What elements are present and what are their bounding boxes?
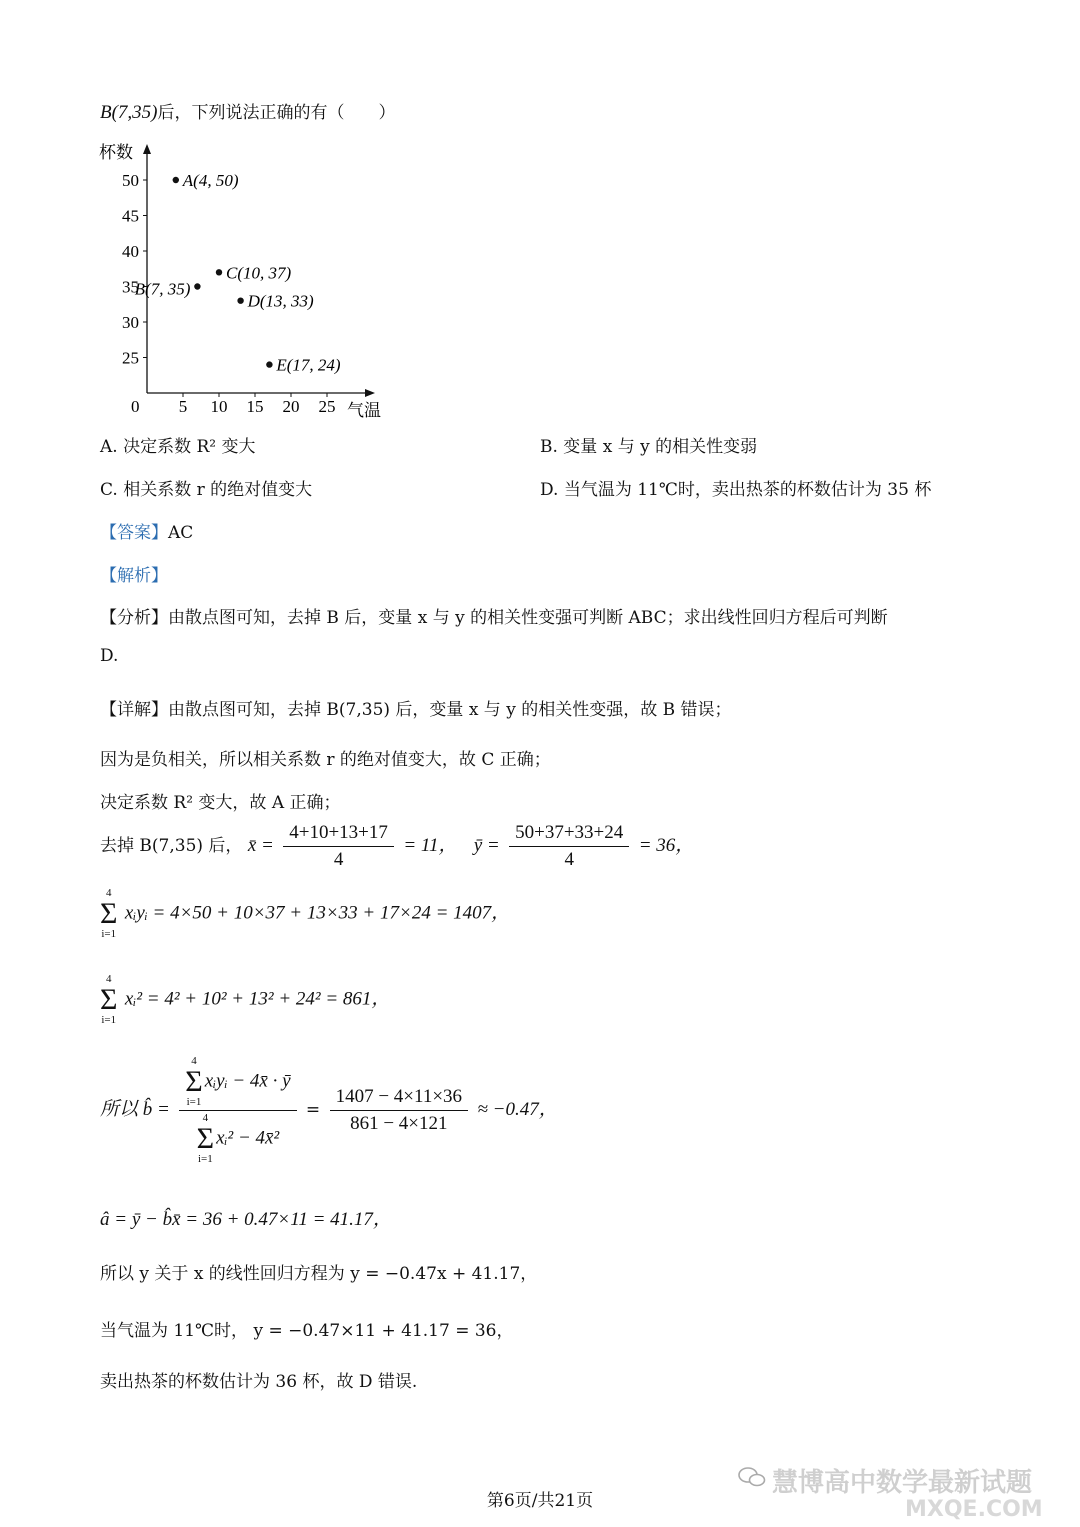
ybar-lhs: ȳ = bbox=[473, 835, 500, 856]
scatter-point bbox=[173, 177, 179, 183]
sum-symbol: 4 Σ i=1 bbox=[196, 1112, 215, 1165]
ybar-result: = 36， bbox=[638, 835, 695, 856]
conclusion-line: 卖出热茶的杯数估计为 36 杯，故 D 错误. bbox=[100, 1372, 418, 1392]
b-value-numerator: 1407 − 4×11×36 bbox=[330, 1086, 468, 1111]
xbar-fraction bbox=[283, 822, 394, 871]
question-intro bbox=[100, 98, 396, 124]
x-tick-label: 15 bbox=[246, 397, 264, 416]
fenxi-line-1 bbox=[100, 603, 888, 628]
point-label: E(17, 24) bbox=[276, 355, 341, 375]
b-hat-value-fraction bbox=[330, 1086, 468, 1135]
xbar-lhs: x̄ = bbox=[247, 835, 274, 856]
a-hat-line: â = ȳ − b̂x̄ = 36 + 0.47×11 = 41.17， bbox=[100, 1209, 392, 1230]
y-axis-label: 杯数 bbox=[99, 143, 133, 163]
sum-xx-expr: xᵢ² = 4² + 10² + 13² + 24² = 861， bbox=[124, 988, 391, 1010]
detail-line-3: 决定系数 R² 变大，故 A 正确； bbox=[100, 793, 341, 813]
option-a[interactable]: A. 决定系数 R² 变大 bbox=[100, 437, 256, 457]
x-tick-label: 25 bbox=[318, 397, 336, 416]
answer-line bbox=[100, 518, 193, 543]
regression-line: 所以 y 关于 x 的线性回归方程为 y = −0.47x + 41.17， bbox=[100, 1264, 538, 1284]
xbar-numerator: 4+10+13+17 bbox=[283, 822, 394, 847]
ybar-numerator: 50+37+33+24 bbox=[509, 822, 629, 847]
point-b-label: B(7,35) bbox=[100, 102, 158, 123]
ybar-denominator: 4 bbox=[564, 849, 574, 870]
detail-tag: 【详解】 bbox=[100, 700, 168, 720]
scatter-point bbox=[237, 298, 243, 304]
xbar-result: = 11， bbox=[403, 835, 458, 856]
scatter-point bbox=[216, 269, 222, 275]
y-tick-label: 30 bbox=[122, 313, 139, 332]
sum-symbol: 4 Σ i=1 bbox=[100, 887, 118, 940]
b-hat-denominator: 4 Σ i=1 xᵢ² − 4x̄² bbox=[196, 1112, 280, 1165]
sum-xy-expr: xᵢyᵢ = 4×50 + 10×37 + 13×33 + 17×24 = 1407， bbox=[124, 902, 511, 924]
x-axis-label: 气温 bbox=[347, 401, 381, 421]
means-line bbox=[100, 822, 694, 871]
b-value-denominator: 861 − 4×121 bbox=[350, 1113, 448, 1134]
ybar-fraction bbox=[509, 822, 629, 871]
analysis-tag: 【解析】 bbox=[100, 566, 168, 586]
answer-value: AC bbox=[168, 523, 194, 543]
wechat-icon bbox=[738, 1466, 766, 1488]
watermark-site: MXQE.COM bbox=[905, 1497, 1043, 1522]
y-tick-label: 25 bbox=[122, 348, 139, 368]
fenxi-text: 由散点图可知，去掉 B 后，变量 x 与 y 的相关性变强可判断 ABC；求出线性回归方程后可判断 bbox=[168, 608, 888, 628]
x-axis-arrow bbox=[365, 389, 375, 397]
fenxi-tag: 【分析】 bbox=[100, 608, 168, 628]
chart-points bbox=[135, 171, 341, 375]
scatter-chart bbox=[95, 140, 395, 425]
sum-symbol: 4 Σ i=1 bbox=[185, 1055, 203, 1108]
point-label: C(10, 37) bbox=[226, 263, 292, 283]
xbar-denominator: 4 bbox=[333, 849, 344, 870]
sum-xx-line bbox=[100, 974, 390, 1026]
point-label: B(7, 35) bbox=[134, 279, 191, 299]
b-hat-line: 所以 b̂ = 4 Σ i=1 xᵢyᵢ − 4x̄ · ȳ 4 Σ i=1 xᵢ² − 4x̄² = $\frac{1407 - 4\times 11\times 36}{861 - 4\times 121}$ ≈ −0.47， bbox=[100, 1055, 558, 1165]
b-hat-result: ≈ −0.47， bbox=[477, 1099, 558, 1120]
intro-text: 后，下列说法正确的有（ ） bbox=[157, 103, 396, 123]
x-tick-label: 20 bbox=[282, 397, 300, 416]
y-tick-label: 45 bbox=[122, 206, 139, 226]
watermark-text: 慧博高中数学最新试题 bbox=[772, 1468, 1033, 1498]
answer-tag: 【答案】 bbox=[100, 523, 168, 543]
b-hat-prefix: 所以 b̂ = bbox=[100, 1099, 170, 1120]
x-tick-label: 10 bbox=[210, 397, 228, 416]
y-tick-label: 35 bbox=[122, 277, 139, 297]
option-c[interactable]: C. 相关系数 r 的绝对值变大 bbox=[100, 480, 313, 500]
prediction-line: 当气温为 11℃时， y = −0.47×11 + 41.17 = 36， bbox=[100, 1321, 514, 1341]
option-d[interactable]: D. 当气温为 11℃时，卖出热茶的杯数估计为 35 杯 bbox=[540, 480, 932, 500]
b-hat-fraction bbox=[179, 1056, 296, 1165]
point-label: A(4, 50) bbox=[182, 171, 239, 190]
scatter-point bbox=[194, 283, 200, 289]
point-label: D(13, 33) bbox=[247, 291, 314, 311]
fenxi-line-2: D. bbox=[100, 646, 119, 666]
page-footer: 第6页/共21页 bbox=[486, 1491, 594, 1511]
detail-text-1: 由散点图可知，去掉 B(7,35) 后，变量 x 与 y 的相关性变强，故 B 错误； bbox=[168, 700, 732, 720]
detail-line-1 bbox=[100, 695, 732, 720]
y-axis-arrow bbox=[143, 144, 151, 154]
sum-xy-line bbox=[100, 888, 510, 940]
x-tick-label: 5 bbox=[178, 397, 188, 416]
scatter-point bbox=[266, 361, 272, 367]
detail-line-2: 因为是负相关，所以相关系数 r 的绝对值变大，故 C 正确； bbox=[100, 750, 551, 770]
option-b[interactable]: B. 变量 x 与 y 的相关性变弱 bbox=[540, 437, 758, 457]
b-hat-numerator: 4 Σ i=1 xᵢyᵢ − 4x̄ · ȳ bbox=[179, 1056, 296, 1111]
y-tick-label: 40 bbox=[122, 242, 139, 261]
origin-label: 0 bbox=[131, 397, 140, 416]
y-tick-label: 50 bbox=[122, 171, 139, 190]
sum-symbol: 4 Σ i=1 bbox=[100, 973, 118, 1026]
remove-b-text: 去掉 B(7,35) 后， bbox=[100, 836, 243, 856]
